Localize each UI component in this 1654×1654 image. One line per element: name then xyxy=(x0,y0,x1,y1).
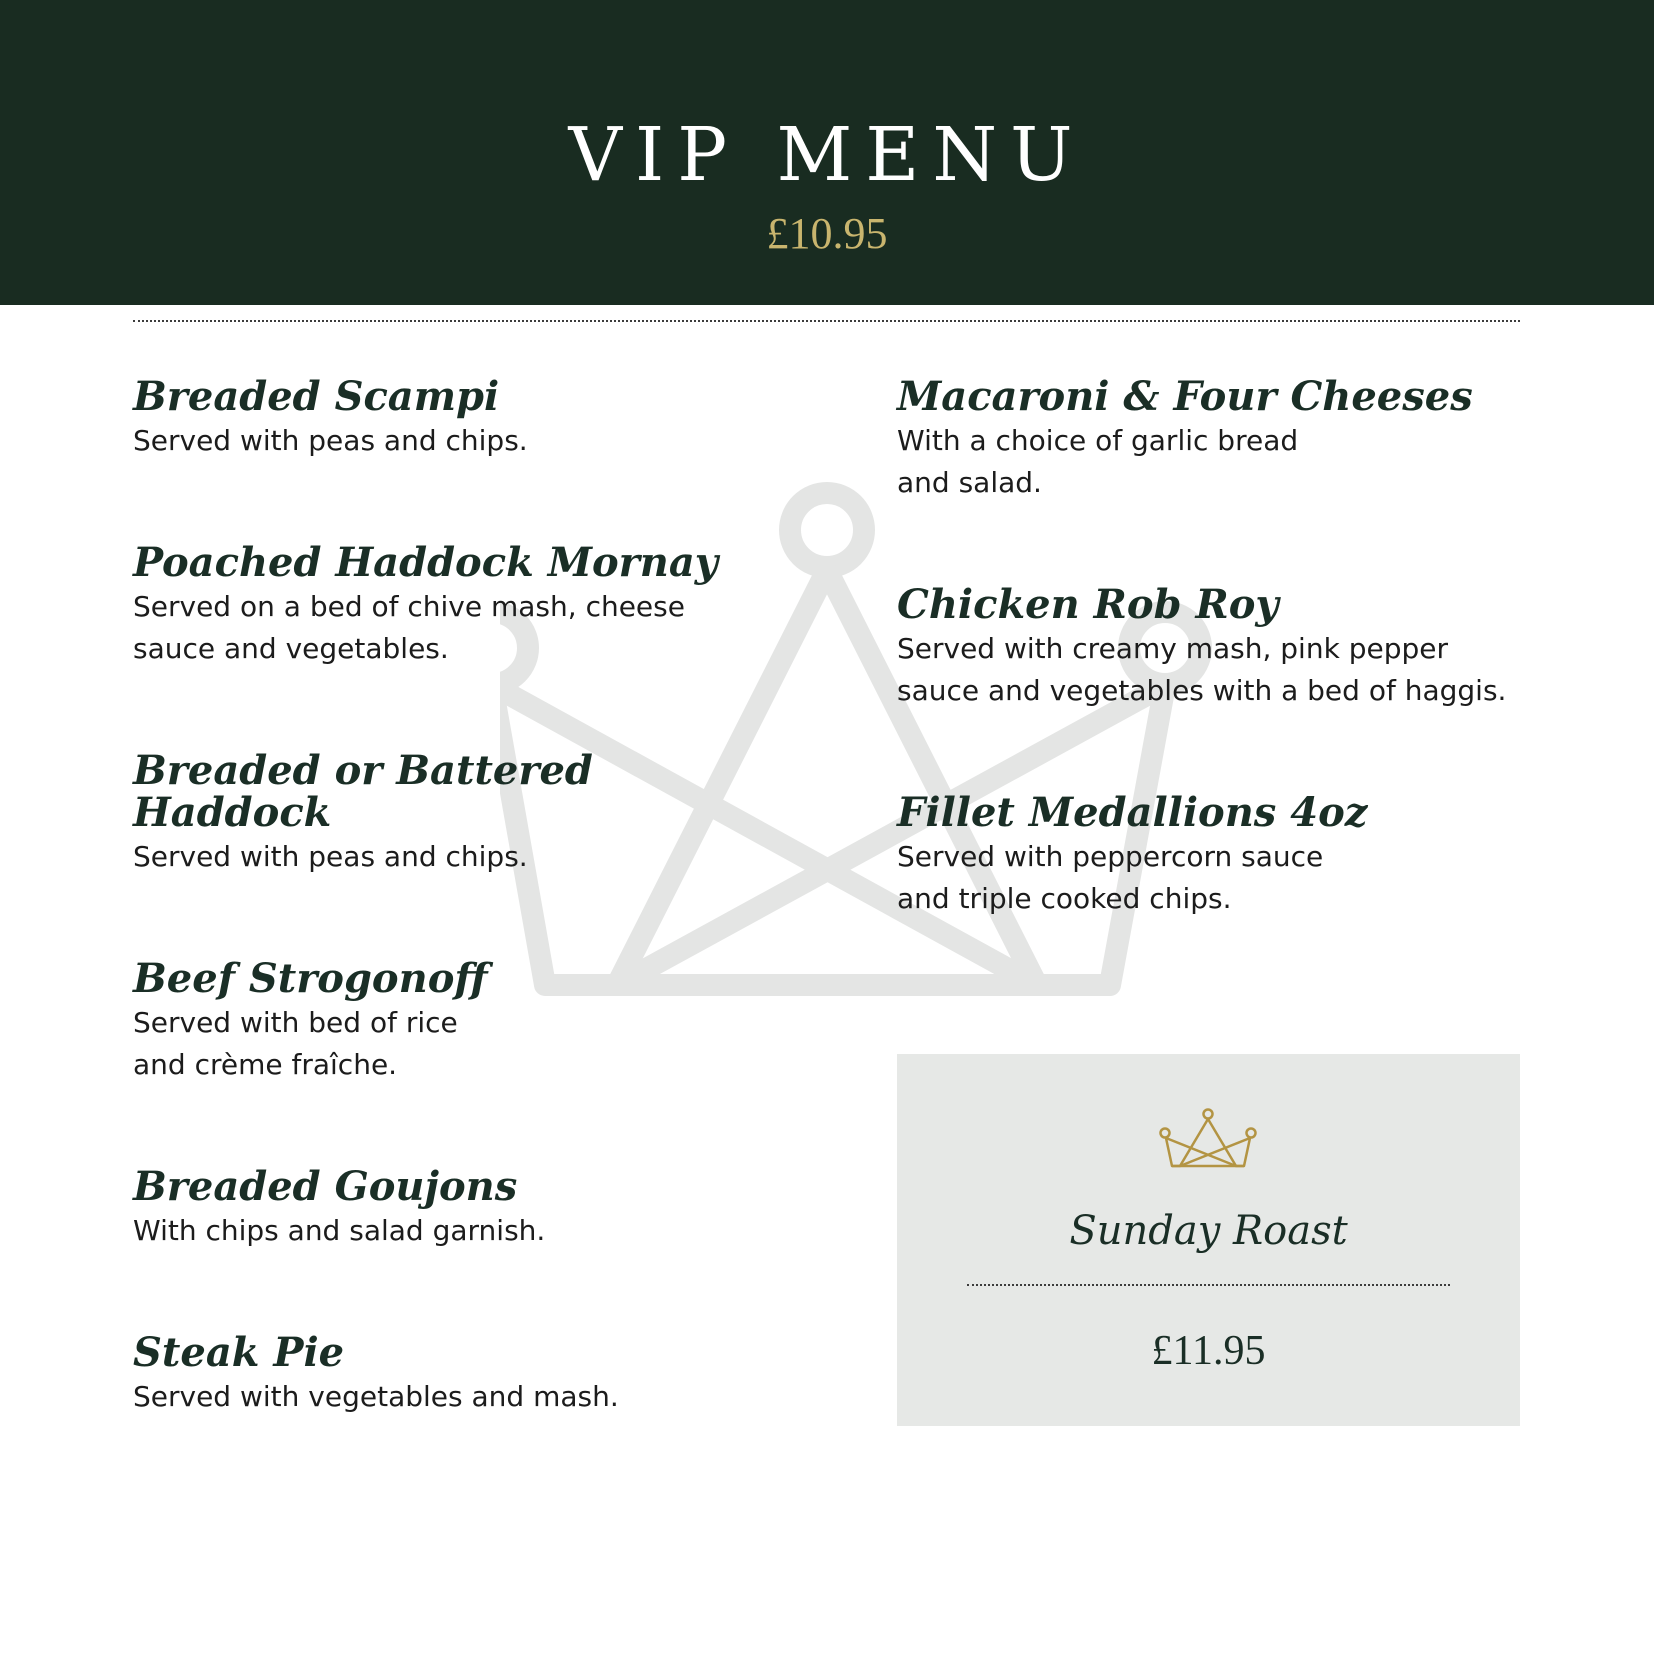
sunday-roast-card xyxy=(897,1054,1520,1426)
menu-item xyxy=(133,1329,813,1418)
menu-item xyxy=(133,373,813,462)
menu-item xyxy=(133,1163,813,1252)
menu-item xyxy=(133,539,813,670)
item-name: Beef Strogonoff xyxy=(133,955,488,1002)
dotted-divider xyxy=(967,1284,1450,1286)
item-name: Breaded Scampi xyxy=(133,373,500,420)
item-description: Served with vegetables and mash. xyxy=(133,1380,619,1413)
item-description: Served with peas and chips. xyxy=(133,840,528,873)
menu-item xyxy=(133,747,813,878)
item-name: Steak Pie xyxy=(133,1329,345,1376)
menu-item xyxy=(133,955,813,1086)
item-name: Macaroni & Four Cheeses xyxy=(897,373,1473,420)
menu-item xyxy=(897,789,1537,920)
item-description: With chips and salad garnish. xyxy=(133,1214,546,1247)
item-description: Served with creamy mash, pink pepper sauce and vegetables with a bed of haggis. xyxy=(897,632,1507,707)
menu-price: £10.95 xyxy=(766,209,888,258)
item-name: Poached Haddock Mornay xyxy=(133,539,718,586)
menu-title: VIP MENU xyxy=(568,112,1086,198)
header-banner xyxy=(0,0,1654,305)
item-description: With a choice of garlic bread and salad. xyxy=(897,424,1299,499)
item-name: Breaded or Battered Haddock xyxy=(133,747,593,836)
item-name: Chicken Rob Roy xyxy=(897,581,1279,628)
menu-item xyxy=(897,581,1537,712)
item-description: Served with bed of rice and crème fraîche. xyxy=(133,1006,458,1081)
sunday-roast-title: Sunday Roast xyxy=(1069,1208,1348,1254)
menu-item xyxy=(897,373,1537,504)
dotted-divider xyxy=(133,320,1520,322)
sunday-roast-price: £11.95 xyxy=(1151,1328,1266,1374)
item-description: Served with peas and chips. xyxy=(133,424,528,457)
item-description: Served with peppercorn sauce and triple cooked chips. xyxy=(897,840,1324,915)
item-name: Breaded Goujons xyxy=(133,1163,518,1210)
item-name: Fillet Medallions 4oz xyxy=(897,789,1368,836)
crown-icon xyxy=(1158,1108,1258,1170)
item-description: Served on a bed of chive mash, cheese sauce and vegetables. xyxy=(133,590,685,665)
